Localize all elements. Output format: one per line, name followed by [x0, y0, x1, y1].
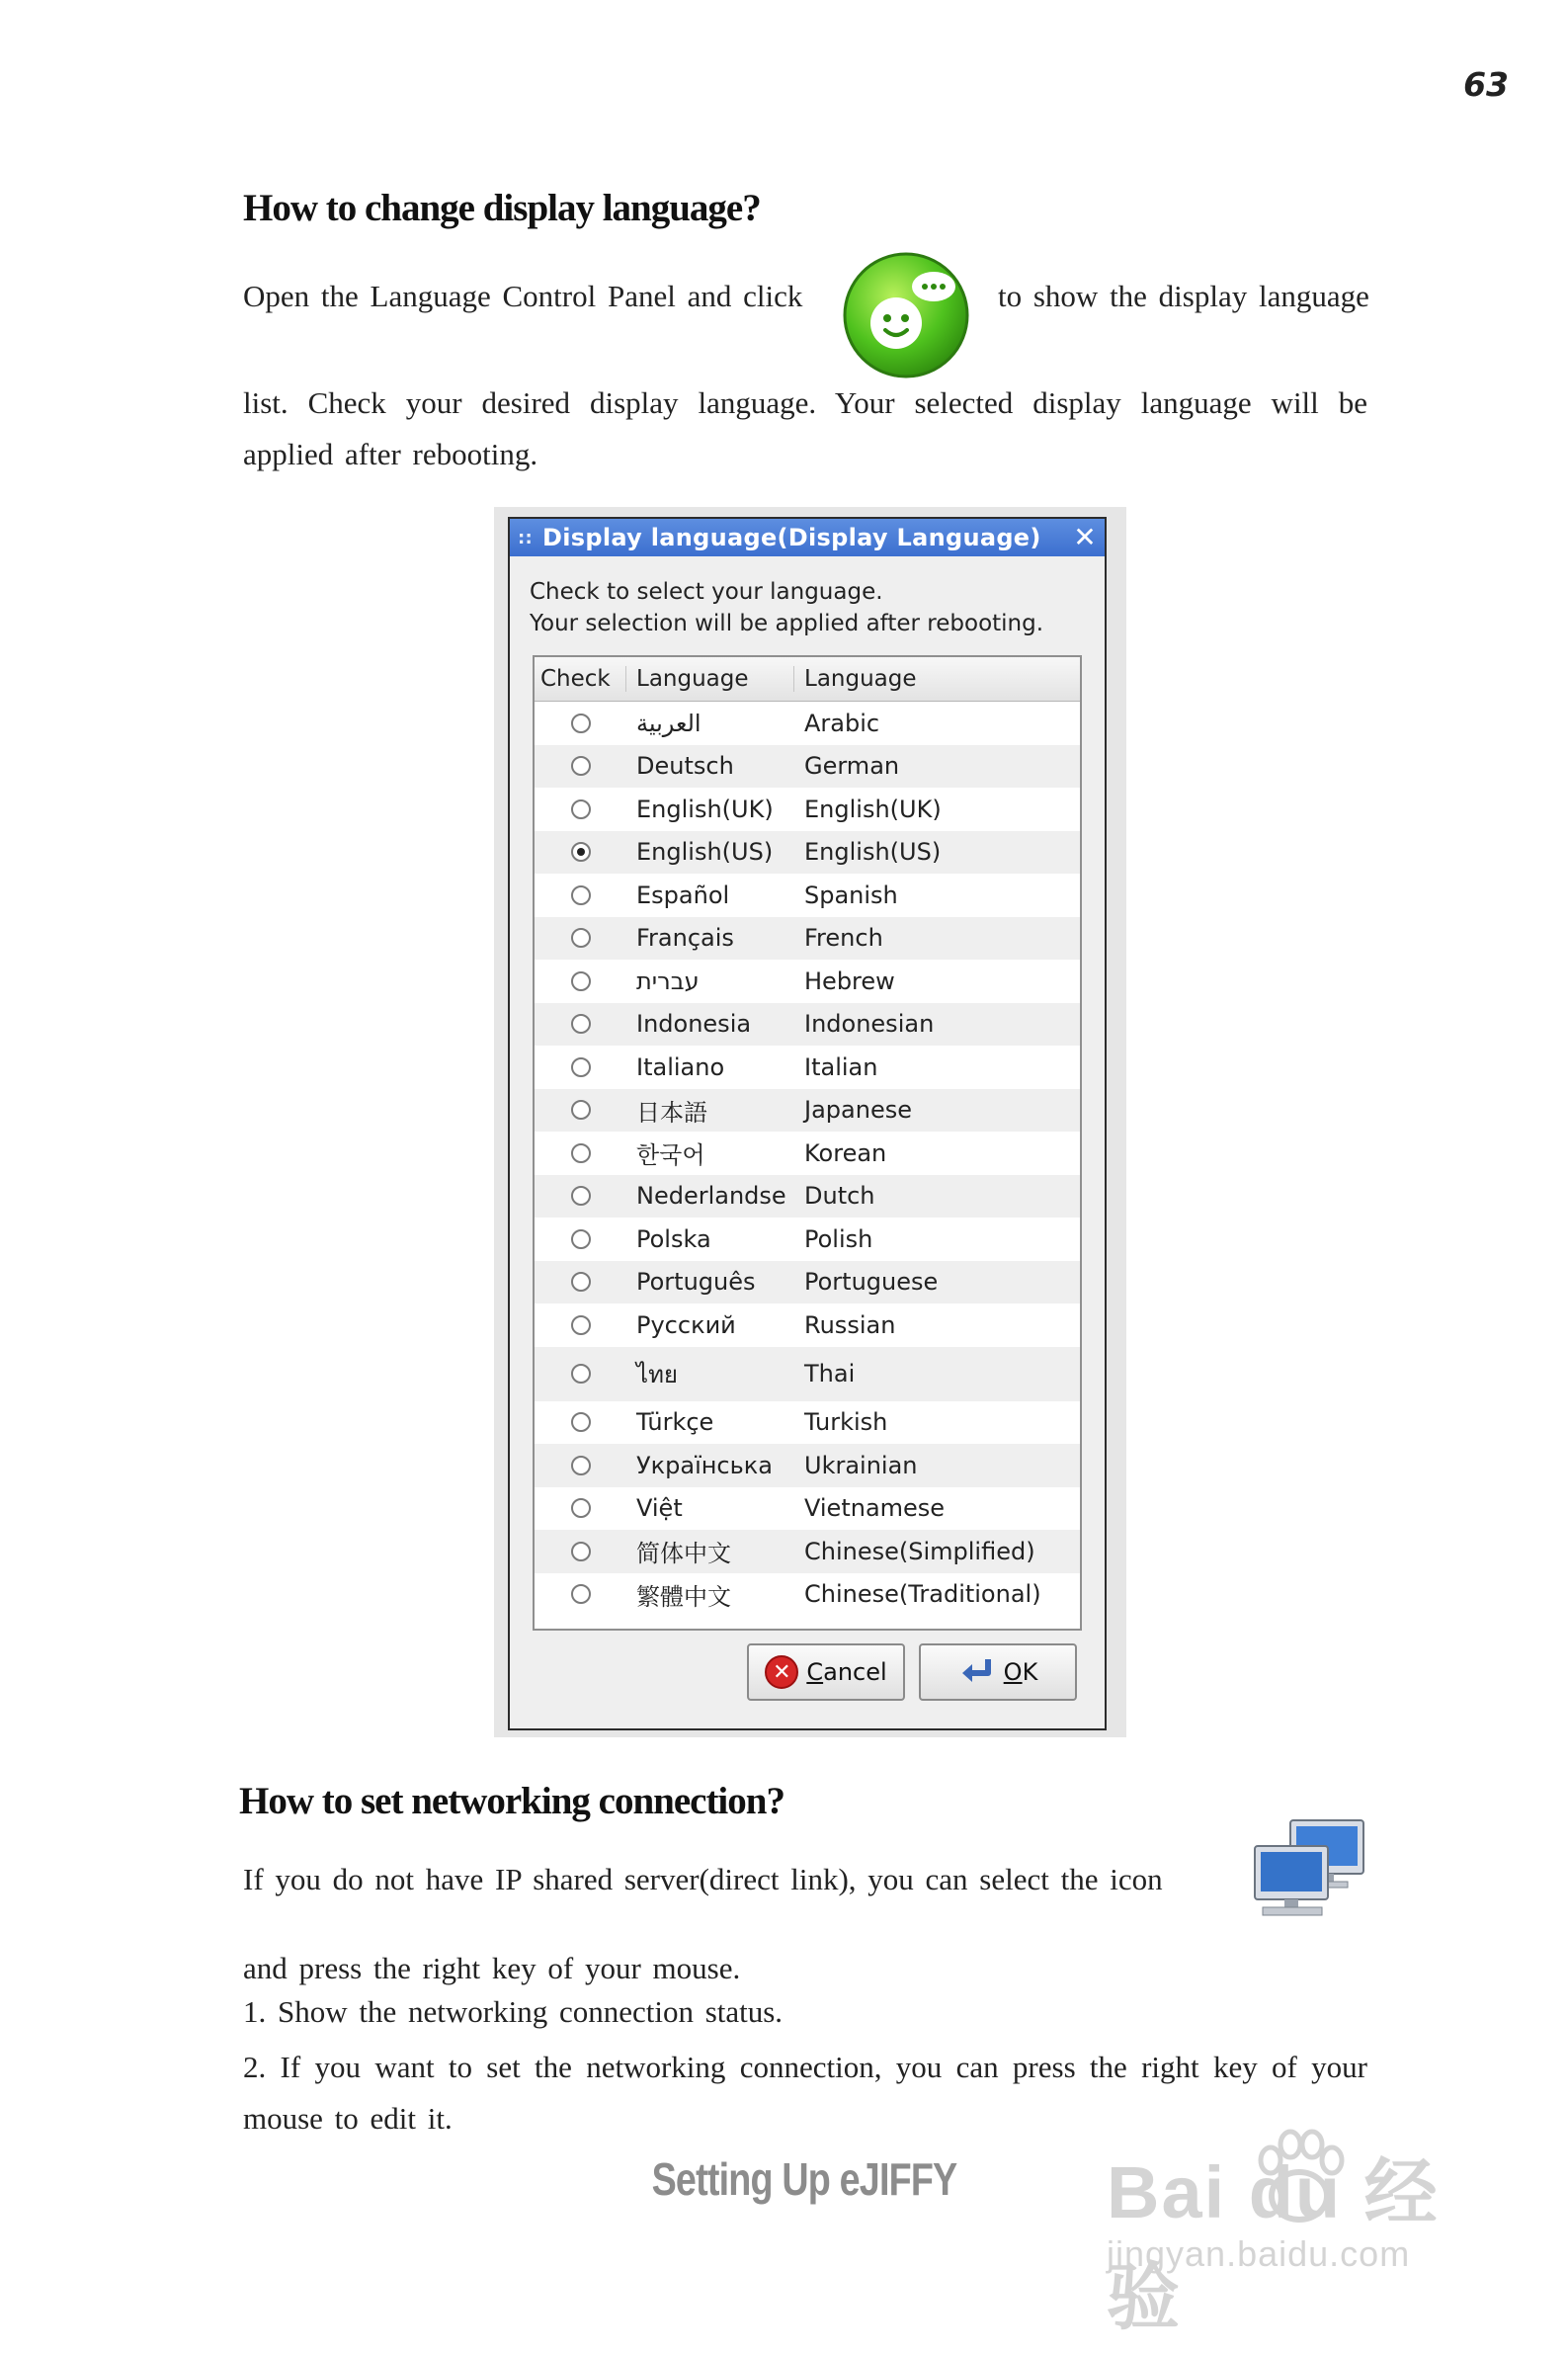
- instruction-text-2: Your selection will be applied after rebooting.: [530, 611, 1044, 636]
- radio-cell: [535, 1364, 626, 1384]
- english-language-name: Arabic: [804, 709, 880, 737]
- language-list[interactable]: [533, 655, 1082, 1631]
- instruction-line-after-icon: to show the display language: [998, 279, 1369, 313]
- network-computers-icon[interactable]: [1251, 1816, 1369, 1925]
- english-language-name: Spanish: [804, 881, 898, 909]
- language-row[interactable]: [535, 831, 1080, 875]
- language-radio-button[interactable]: [571, 756, 591, 776]
- native-language-name: Русский: [636, 1310, 736, 1339]
- english-language-name: Vietnamese: [804, 1494, 946, 1523]
- language-row[interactable]: [535, 960, 1080, 1003]
- native-language-name: עברית: [636, 966, 700, 995]
- close-icon[interactable]: ✕: [1073, 521, 1097, 553]
- language-radio-button[interactable]: [571, 1014, 591, 1034]
- dialog-titlebar[interactable]: [510, 519, 1105, 556]
- english-language-name: Dutch: [804, 1182, 875, 1211]
- english-language-name: Chinese(Traditional): [804, 1580, 1041, 1609]
- instruction-line-before-icon: Open the Language Control Panel and click: [243, 279, 803, 313]
- language-radio-button[interactable]: [571, 1100, 591, 1120]
- radio-cell: [535, 1057, 626, 1077]
- radio-cell: [535, 799, 626, 819]
- language-chat-icon[interactable]: [840, 249, 972, 381]
- radio-cell: [535, 1456, 626, 1475]
- native-language-name: 日本語: [636, 1098, 707, 1127]
- radio-cell: [535, 971, 626, 991]
- list-header: [535, 657, 1080, 702]
- radio-cell: [535, 1542, 626, 1561]
- cancel-label: Cancel: [806, 1658, 887, 1686]
- radio-cell: [535, 1498, 626, 1518]
- native-language-name: Việt: [636, 1494, 683, 1523]
- ok-label: OK: [1003, 1658, 1038, 1686]
- language-radio-button[interactable]: [571, 928, 591, 948]
- language-row[interactable]: [535, 1261, 1080, 1304]
- baidu-watermark: [1107, 2135, 1482, 2338]
- native-language-name: Español: [636, 881, 730, 909]
- column-header-check[interactable]: Check: [535, 666, 626, 692]
- language-radio-button[interactable]: [571, 842, 591, 862]
- radio-cell: [535, 1315, 626, 1335]
- native-language-name: English(US): [636, 838, 774, 867]
- radio-cell: [535, 1229, 626, 1249]
- language-row[interactable]: [535, 874, 1080, 917]
- english-language-name: Indonesian: [804, 1010, 935, 1039]
- language-radio-button[interactable]: [571, 1542, 591, 1561]
- language-row[interactable]: [535, 1573, 1080, 1617]
- language-row[interactable]: [535, 917, 1080, 961]
- language-row[interactable]: [535, 1218, 1080, 1261]
- radio-cell: [535, 1584, 626, 1604]
- enter-arrow-icon: [958, 1655, 998, 1689]
- section-heading-networking: How to set networking connection?: [239, 1780, 784, 1822]
- language-radio-button[interactable]: [571, 971, 591, 991]
- native-language-name: Polska: [636, 1224, 711, 1253]
- english-language-name: Japanese: [804, 1096, 912, 1125]
- english-language-name: Ukrainian: [804, 1451, 918, 1479]
- language-radio-button[interactable]: [571, 1229, 591, 1249]
- language-radio-button[interactable]: [571, 1272, 591, 1292]
- language-row[interactable]: [535, 1444, 1080, 1487]
- english-language-name: Polish: [804, 1224, 873, 1253]
- english-language-name: German: [804, 752, 900, 781]
- language-radio-button[interactable]: [571, 1412, 591, 1432]
- ok-button[interactable]: [919, 1643, 1077, 1701]
- networking-item-2: 2. If you want to set the networking connection, you can press the right key of your mouse to edit it.: [243, 2050, 1367, 2136]
- watermark-sub-text: jingyan.baidu.com: [1107, 2233, 1411, 2274]
- language-row[interactable]: [535, 745, 1080, 789]
- english-language-name: French: [804, 924, 883, 953]
- language-row[interactable]: [535, 1132, 1080, 1175]
- language-radio-button[interactable]: [571, 799, 591, 819]
- column-header-native-language[interactable]: Language: [626, 666, 794, 692]
- language-row[interactable]: [535, 1003, 1080, 1047]
- english-language-name: Korean: [804, 1138, 887, 1167]
- english-language-name: Portuguese: [804, 1268, 939, 1297]
- radio-cell: [535, 1100, 626, 1120]
- native-language-name: Українська: [636, 1451, 773, 1479]
- section-heading-display-language: How to change display language?: [243, 187, 761, 229]
- language-radio-button[interactable]: [571, 1057, 591, 1077]
- radio-cell: [535, 1412, 626, 1432]
- dialog-title: Display language(Display Language): [542, 524, 1041, 551]
- language-rows: [535, 702, 1080, 1616]
- cancel-icon: ✕: [765, 1655, 798, 1689]
- instruction-paragraph: list. Check your desired display language. Your selected display language will be applied after rebooting.: [243, 385, 1367, 471]
- native-language-name: 한국어: [636, 1141, 705, 1170]
- language-radio-button[interactable]: [571, 1456, 591, 1475]
- native-language-name: 简体中文: [636, 1540, 731, 1568]
- radio-cell: [535, 714, 626, 733]
- radio-cell: [535, 1272, 626, 1292]
- watermark-main-text: Bai du 经验: [1107, 2151, 1440, 2338]
- language-radio-button[interactable]: [571, 1186, 591, 1206]
- titlebar-grip-icon: ::: [518, 527, 533, 548]
- native-language-name: Italiano: [636, 1052, 725, 1081]
- native-language-name: Deutsch: [636, 752, 734, 781]
- english-language-name: Italian: [804, 1052, 878, 1081]
- display-language-dialog: [508, 517, 1107, 1730]
- instruction-text-1: Check to select your language.: [530, 579, 883, 605]
- language-row[interactable]: [535, 1530, 1080, 1573]
- language-row[interactable]: [535, 1401, 1080, 1445]
- language-row[interactable]: [535, 1347, 1080, 1401]
- language-radio-button[interactable]: [571, 1143, 591, 1163]
- language-row[interactable]: [535, 1175, 1080, 1219]
- english-language-name: Thai: [804, 1360, 856, 1387]
- column-header-english-language[interactable]: Language: [804, 666, 917, 692]
- footer-title: Setting Up eJIFFY: [651, 2153, 957, 2205]
- native-language-name: Português: [636, 1268, 756, 1297]
- english-language-name: Turkish: [804, 1408, 888, 1437]
- language-row[interactable]: [535, 1487, 1080, 1531]
- english-language-name: Hebrew: [804, 966, 895, 995]
- language-row[interactable]: [535, 788, 1080, 831]
- english-language-name: English(US): [804, 838, 942, 867]
- language-radio-button[interactable]: [571, 714, 591, 733]
- english-language-name: Russian: [804, 1310, 896, 1339]
- radio-cell: [535, 1186, 626, 1206]
- networking-item-1: 1. Show the networking connection status.: [243, 1994, 784, 2029]
- cancel-button[interactable]: [747, 1643, 905, 1701]
- radio-cell: [535, 1014, 626, 1034]
- language-row[interactable]: [535, 1046, 1080, 1089]
- native-language-name: Français: [636, 924, 734, 953]
- native-language-name: العربية: [636, 709, 701, 737]
- language-row[interactable]: [535, 702, 1080, 745]
- native-language-name: English(UK): [636, 795, 774, 823]
- language-radio-button[interactable]: [571, 885, 591, 905]
- english-language-name: Chinese(Simplified): [804, 1537, 1035, 1565]
- radio-cell: [535, 1143, 626, 1163]
- dialog-instructions: [510, 556, 1105, 649]
- radio-cell: [535, 842, 626, 862]
- page-number: 63: [1463, 65, 1509, 104]
- language-row[interactable]: [535, 1089, 1080, 1133]
- radio-cell: [535, 885, 626, 905]
- language-radio-button[interactable]: [571, 1364, 591, 1384]
- language-radio-button[interactable]: [571, 1498, 591, 1518]
- native-language-name: 繁體中文: [636, 1582, 731, 1611]
- language-radio-button[interactable]: [571, 1315, 591, 1335]
- networking-line-2: and press the right key of your mouse.: [243, 1951, 741, 1985]
- language-radio-button[interactable]: [571, 1584, 591, 1604]
- english-language-name: English(UK): [804, 795, 942, 823]
- native-language-name: ไทย: [636, 1360, 678, 1388]
- radio-cell: [535, 756, 626, 776]
- native-language-name: Nederlandse: [636, 1182, 786, 1211]
- networking-line-1: If you do not have IP shared server(direct link), you can select the icon: [243, 1862, 1163, 1896]
- radio-cell: [535, 928, 626, 948]
- native-language-name: Indonesia: [636, 1010, 752, 1039]
- native-language-name: Türkçe: [636, 1408, 714, 1437]
- language-row[interactable]: [535, 1303, 1080, 1347]
